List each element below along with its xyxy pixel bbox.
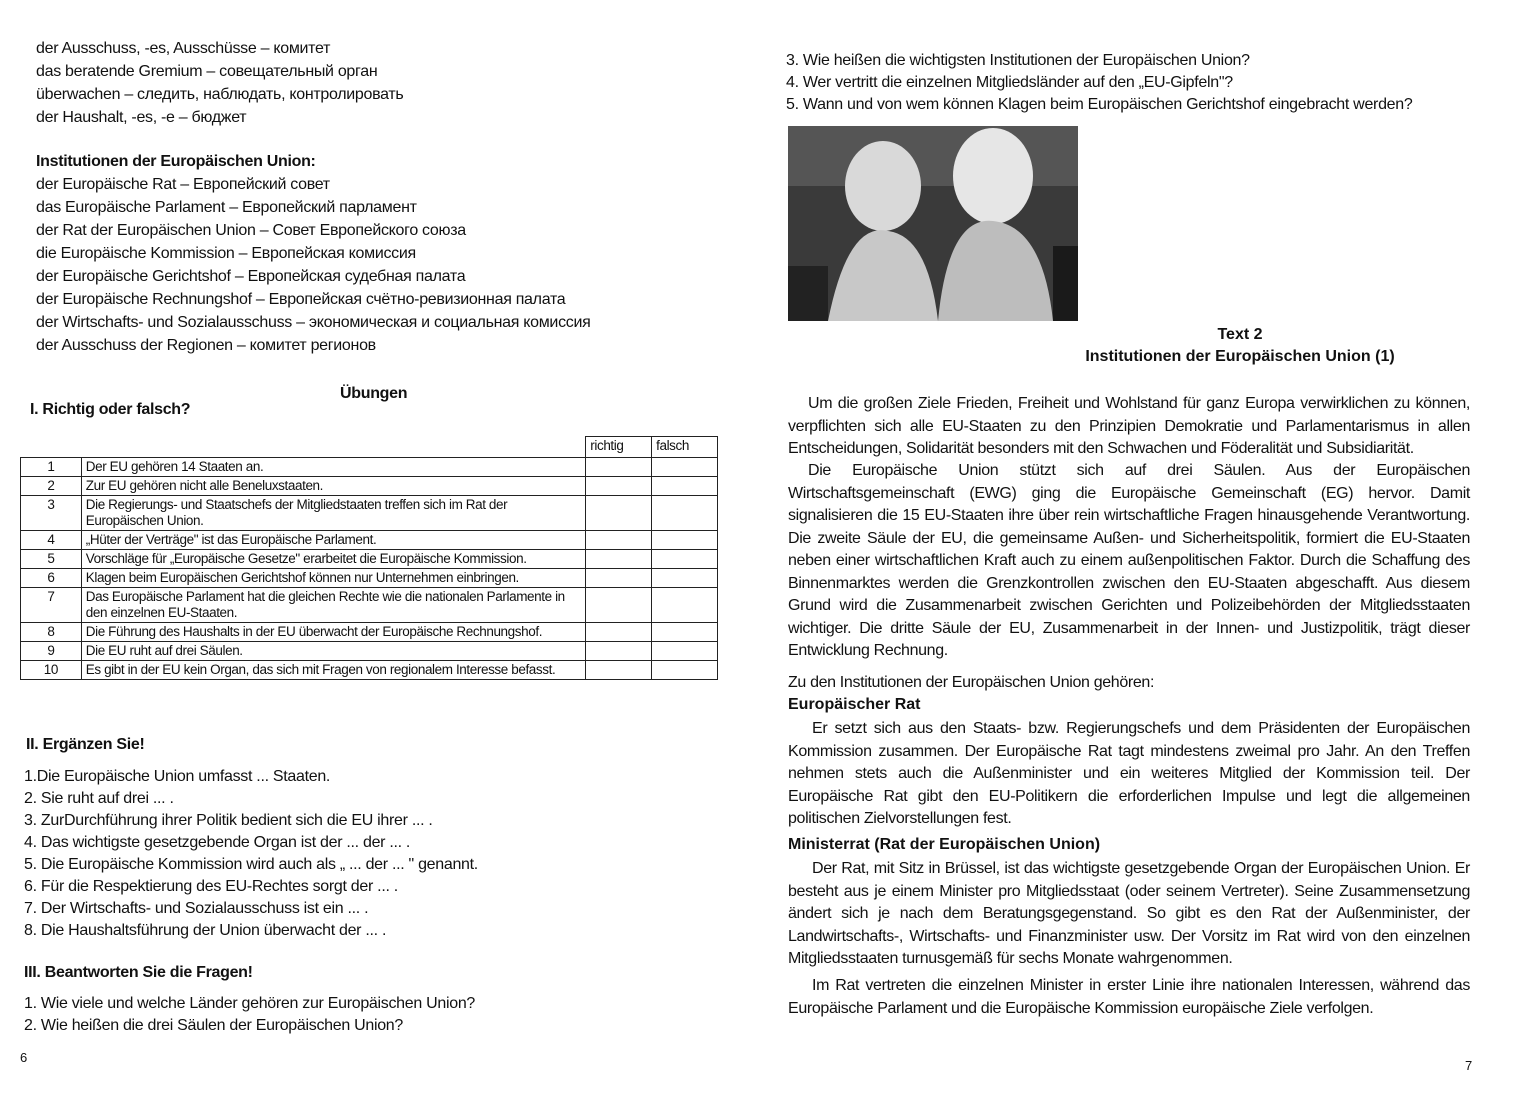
institution-line-6: der Europäische Rechnungshof – Европейская счётно-ревизионная палата	[36, 291, 566, 308]
table-row	[21, 569, 718, 588]
vocab-line-1: der Ausschuss, -es, Ausschüsse – комитет	[36, 40, 331, 57]
paragraph-2: Die Europäische Union stützt sich auf drei Säulen. Aus der Europäischen Wirtschaftsgemeinschaft (EWG) ging die Europäische Gemeinschaft (EG) hervor. Damit signalisieren die 15 EU-Staaten ihre über rein wirtschaftliche Fragen hinausgehende Verantwortung. Die zweite Säule der EU, die gemeinsame Außen- und Sicherheitspolitik, formiert die EU-Staaten neben einer wirtschaftlichen Kraft auch zu einem außenpolitischen Faktor. Durch die Schaffung des Binnenmarktes werden die Grenzkontrollen zwischen den EU-Staaten abgeschafft. Aus diesem Grund wird die Zusammenarbeit zwischen Gerichten und Polizeibehörden der Mitgliedsstaaten wichtiger. Die dritte Säule der EU, Zusammenarbeit in der Innen- und Justizpolitik, trägt dieser Entwicklung Rechnung.	[788, 462, 1470, 659]
header-falsch: falsch	[652, 437, 718, 458]
section2-title: Ministerrat (Rat der Europäischen Union)	[788, 836, 1101, 853]
photo-illustration	[788, 126, 1078, 321]
vocab-line-3: überwachen – следить, наблюдать, контролировать	[36, 86, 404, 103]
falsch-cell[interactable]	[652, 477, 718, 496]
exercise2-title: II. Ergänzen Sie!	[26, 736, 145, 753]
section2-text1: Der Rat, mit Sitz in Brüssel, ist das wichtigste gesetzgebende Organ der Europäischen Union. Er besteht aus je einem Minister pro Mitgliedsstaat (oder seinem Vertreter). Seine Zusammensetzung ändert sich je nach dem Beratungsgegenstand. So gibt es den Rat der Außenminister, der Landwirtschafts-, Wirtschafts- und Finanzminister usw. Der Vorsitz im Rat wird von den einzelnen Mitgliedsstaaten turnusgemäß für sechs Monate wahrgenommen.	[788, 860, 1470, 967]
header-spacer-num	[21, 437, 82, 458]
left-page	[0, 0, 740, 1110]
table-row	[21, 642, 718, 661]
exercise2-item-5: 5. Die Europäische Kommission wird auch als „ ... der ... " genannt.	[24, 856, 478, 873]
richtig-cell[interactable]	[586, 550, 652, 569]
richtig-cell[interactable]	[586, 569, 652, 588]
exercise2-item-6: 6. Für die Respektierung des EU-Rechtes sorgt der ... .	[24, 878, 398, 895]
row-statement: Es gibt in der EU kein Organ, das sich mit Fragen von regionalem Interesse befasst.	[81, 661, 586, 680]
section1-text: Er setzt sich aus den Staats- bzw. Regierungschefs und dem Präsidenten der Europäischen Kommission zusammen. Der Europäische Rat tagt mindestens zweimal pro Jahr. An den Treffen nehmen stets auch die Außenminister und ein weiteres Mitglied der Kommission teil. Der Europäische Rat gibt den EU-Politikern die erforderlichen Impulse und legt die allgemeinen politischen Zielvorstellungen fest.	[788, 720, 1470, 827]
institution-line-8: der Ausschuss der Regionen – комитет регионов	[36, 337, 376, 354]
institution-line-7: der Wirtschafts- und Sozialausschuss – экономическая и социальная комиссия	[36, 314, 591, 331]
row-statement: Zur EU gehören nicht alle Beneluxstaaten.	[81, 477, 586, 496]
falsch-cell[interactable]	[652, 642, 718, 661]
question-5: 5. Wann und von wem können Klagen beim Europäischen Gerichtshof eingebracht werden?	[786, 96, 1413, 113]
row-number: 5	[21, 550, 82, 569]
exercise2-item-1: 1.Die Europäische Union umfasst ... Staaten.	[24, 768, 331, 785]
row-number: 1	[21, 458, 82, 477]
institution-line-5: der Europäische Gerichtshof – Европейская судебная палата	[36, 268, 466, 285]
richtig-cell[interactable]	[586, 531, 652, 550]
institution-line-3: der Rat der Europäischen Union – Совет Европейского союза	[36, 222, 466, 239]
institutions-heading: Institutionen der Europäischen Union:	[36, 153, 316, 170]
page-number-right: 7	[1465, 1058, 1473, 1073]
richtig-cell[interactable]	[586, 623, 652, 642]
row-statement: Die EU ruht auf drei Säulen.	[81, 642, 586, 661]
question-3: 3. Wie heißen die wichtigsten Institutionen der Europäischen Union?	[786, 52, 1250, 69]
exercise2-item-4: 4. Das wichtigste gesetzgebende Organ ist der ... der ... .	[24, 834, 411, 851]
vocab-line-4: der Haushalt, -es, -e – бюджет	[36, 109, 247, 126]
row-number: 10	[21, 661, 82, 680]
table-row	[21, 458, 718, 477]
falsch-cell[interactable]	[652, 496, 718, 531]
right-page	[760, 0, 1519, 1110]
text-label: Text 2	[1217, 326, 1263, 343]
richtig-cell[interactable]	[586, 588, 652, 623]
table-row	[21, 623, 718, 642]
table-header-row	[21, 437, 718, 458]
row-statement: „Hüter der Verträge" ist das Europäische Parlament.	[81, 531, 586, 550]
question-4: 4. Wer vertritt die einzelnen Mitgliedsländer auf den „EU-Gipfeln"?	[786, 74, 1233, 91]
row-statement: Der EU gehören 14 Staaten an.	[81, 458, 586, 477]
richtig-falsch-table	[20, 436, 718, 680]
falsch-cell[interactable]	[652, 569, 718, 588]
row-statement: Klagen beim Europäischen Gerichtshof können nur Unternehmen einbringen.	[81, 569, 586, 588]
row-number: 7	[21, 588, 82, 623]
row-number: 6	[21, 569, 82, 588]
row-statement: Das Europäische Parlament hat die gleichen Rechte wie die nationalen Parlamente in den einzelnen EU-Staaten.	[81, 588, 586, 623]
exercise1-title: I. Richtig oder falsch?	[30, 401, 191, 418]
falsch-cell[interactable]	[652, 531, 718, 550]
table-row	[21, 531, 718, 550]
exercise2-item-2: 2. Sie ruht auf drei ... .	[24, 790, 174, 807]
falsch-cell[interactable]	[652, 550, 718, 569]
text-title: Institutionen der Europäischen Union (1)	[1085, 348, 1395, 365]
row-number: 8	[21, 623, 82, 642]
institution-line-1: der Europäische Rat – Европейский совет	[36, 176, 330, 193]
photo-image	[788, 126, 1078, 321]
header-spacer-stmt	[81, 437, 586, 458]
header-richtig: richtig	[586, 437, 652, 458]
section1-title: Europäischer Rat	[788, 696, 921, 713]
exercise2-item-7: 7. Der Wirtschafts- und Sozialausschuss ist ein ... .	[24, 900, 369, 917]
table-row	[21, 550, 718, 569]
page-number-left: 6	[20, 1050, 28, 1065]
row-statement: Die Regierungs- und Staatschefs der Mitgliedstaaten treffen sich im Rat der Europäischen Union.	[81, 496, 586, 531]
exercise2-item-3: 3. ZurDurchführung ihrer Politik bedient sich die EU ihrer ... .	[24, 812, 433, 829]
richtig-cell[interactable]	[586, 642, 652, 661]
row-statement: Vorschläge für „Europäische Gesetze" erarbeitet die Europäische Kommission.	[81, 550, 586, 569]
paragraph-1: Um die großen Ziele Frieden, Freiheit und Wohlstand für ganz Europa verwirklichen zu können, verpflichten sich alle EU-Staaten zu den Prinzipien Demokratie und Parlamentarismus in allen Entscheidungen, Solidarität besonders mit den Schwachen und Föderalität und Subsidiarität.	[788, 395, 1470, 457]
falsch-cell[interactable]	[652, 458, 718, 477]
institution-line-2: das Europäische Parlament – Европейский парламент	[36, 199, 417, 216]
exercise3-title: III. Beantworten Sie die Fragen!	[24, 964, 253, 981]
uebungen-title: Übungen	[340, 385, 408, 402]
row-number: 9	[21, 642, 82, 661]
row-number: 2	[21, 477, 82, 496]
richtig-cell[interactable]	[586, 661, 652, 680]
row-number: 4	[21, 531, 82, 550]
row-statement: Die Führung des Haushalts in der EU überwacht der Europäische Rechnungshof.	[81, 623, 586, 642]
table-row	[21, 588, 718, 623]
row-number: 3	[21, 496, 82, 531]
richtig-cell[interactable]	[586, 477, 652, 496]
table-row	[21, 477, 718, 496]
falsch-cell[interactable]	[652, 588, 718, 623]
falsch-cell[interactable]	[652, 623, 718, 642]
table-row	[21, 496, 718, 531]
exercise3-item-1: 1. Wie viele und welche Länder gehören zur Europäischen Union?	[24, 995, 476, 1012]
vocab-line-2: das beratende Gremium – совещательный орган	[36, 63, 378, 80]
exercise3-item-2: 2. Wie heißen die drei Säulen der Europäischen Union?	[24, 1017, 404, 1034]
richtig-cell[interactable]	[586, 496, 652, 531]
falsch-cell[interactable]	[652, 661, 718, 680]
section2-text2: Im Rat vertreten die einzelnen Minister in erster Linie ihre nationalen Interessen, während das Europäische Parlament und die Europäische Kommission europäische Ziele verfolgen.	[788, 977, 1470, 1017]
intro-institutions: Zu den Institutionen der Europäischen Union gehören:	[788, 674, 1155, 691]
richtig-cell[interactable]	[586, 458, 652, 477]
institution-line-4: die Europäische Kommission – Европейская комиссия	[36, 245, 416, 262]
exercise2-item-8: 8. Die Haushaltsführung der Union überwacht der ... .	[24, 922, 387, 939]
table-row	[21, 661, 718, 680]
